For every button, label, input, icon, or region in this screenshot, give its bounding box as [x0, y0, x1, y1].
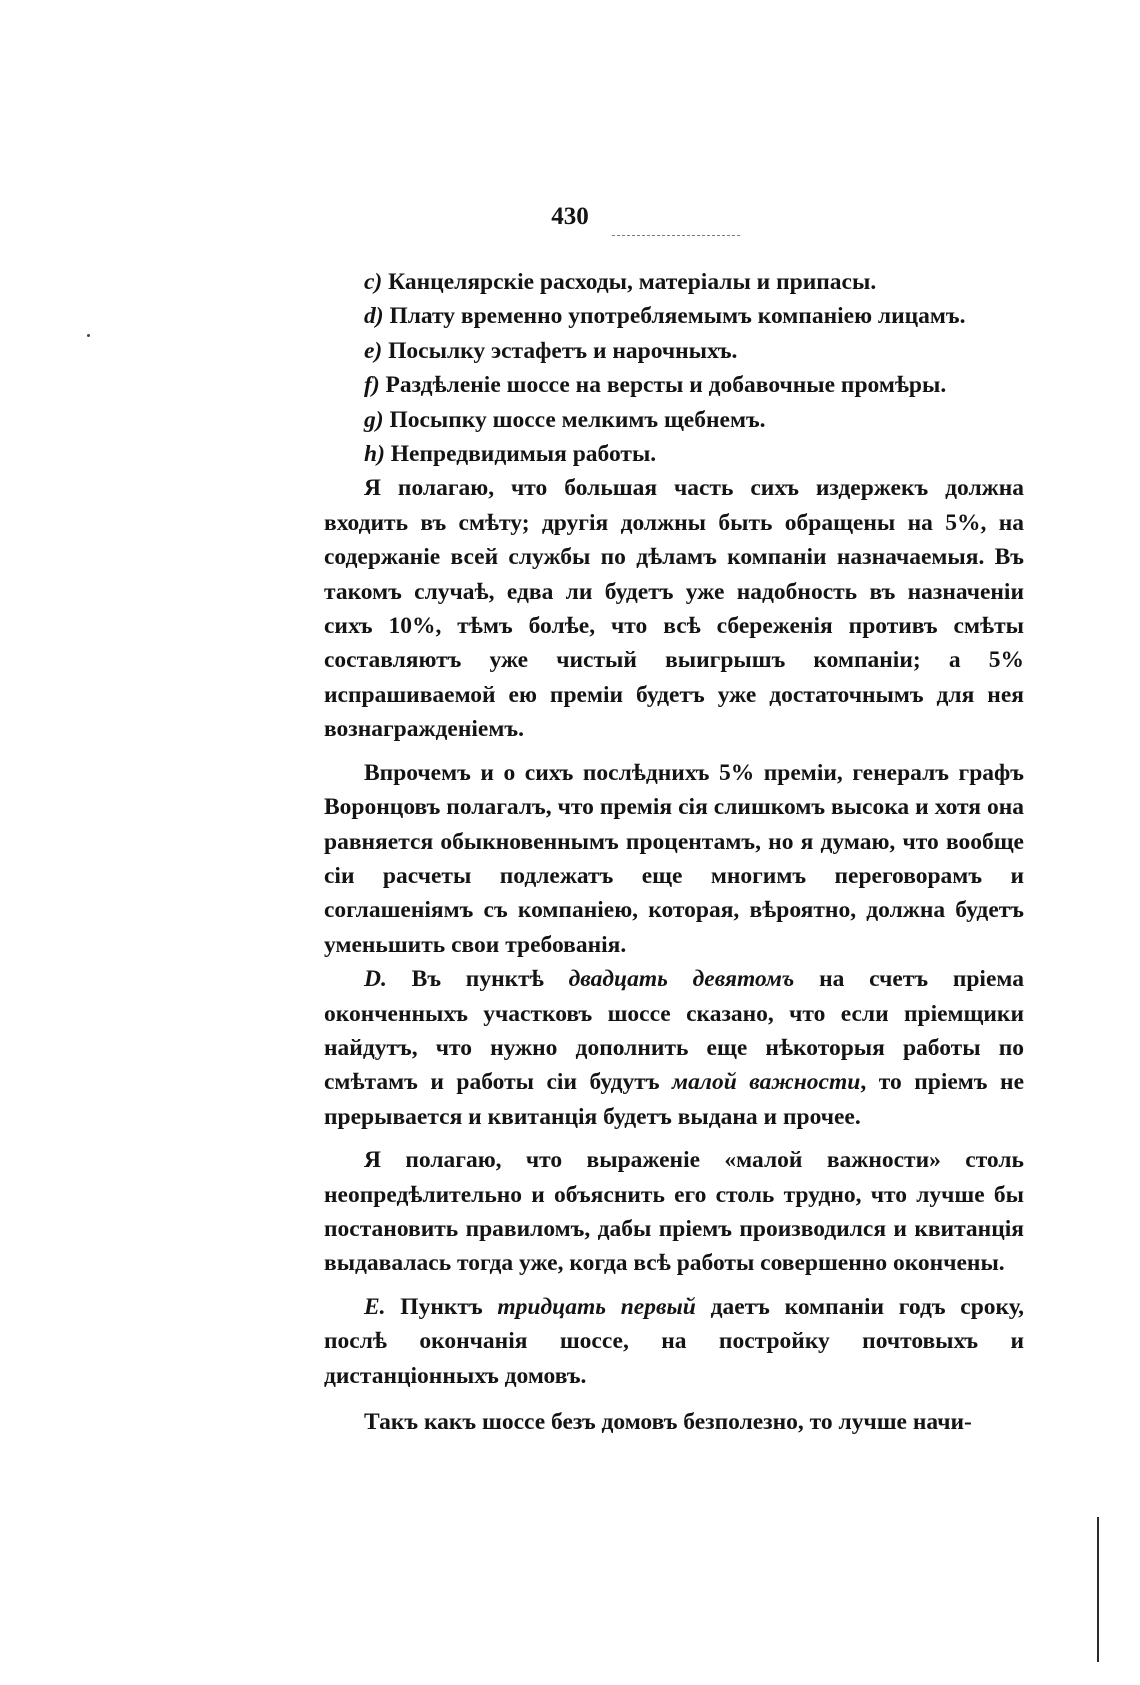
list-item-h	[324, 437, 1024, 471]
list-text: Раздѣленіе шоссе на версты и добавочные промѣры.	[385, 372, 947, 399]
list-text: Канцелярскіе расходы, матеріалы и припасы.	[388, 269, 877, 295]
list-text: Посылку эстафетъ и нарочныхъ.	[388, 337, 738, 364]
list-marker: g)	[364, 406, 384, 433]
page-number: 430	[551, 203, 589, 230]
list-item-g	[324, 403, 1024, 437]
scan-edge-line	[1097, 1517, 1099, 1662]
paragraph-5-text-2: даетъ компаніи годъ сроку, послѣ окончанія шоссе, на постройку почтовыхъ и дистанціонныхъ домовъ.	[324, 1293, 1024, 1389]
emphasis-minor-importance: малой важности	[672, 1069, 861, 1096]
page-body	[324, 265, 1024, 1439]
list-marker: d)	[364, 303, 384, 330]
list-item-d	[324, 299, 1024, 333]
list-marker: c)	[364, 269, 383, 295]
list-text: Плату временно употребляемымъ компаніею лицамъ.	[389, 303, 966, 330]
list-item-e	[324, 334, 1024, 368]
list-text: Посыпку шоссе мелкимъ щебнемъ.	[389, 406, 766, 433]
list-marker: h)	[364, 441, 385, 468]
paragraph-3-text-2: на счетъ пріема оконченныхъ участковъ шоссе сказано, что если пріемщики найдутъ, что нужно дополнить еще нѣкоторыя работы по смѣтамъ и работы сіи будутъ	[324, 966, 1024, 1096]
list-marker: e)	[364, 337, 383, 364]
paragraph-1: Я полагаю, что большая часть сихъ издержекъ должна входить въ смѣту; другія должны быть обращены на 5%, на содержаніе всей службы по дѣламъ компаніи назначаемыя. Въ такомъ случаѣ, едва ли будетъ уже надобность въ назначеніи сихъ 10%, тѣмъ болѣе, что всѣ сбереженія противъ смѣты составляютъ уже чистый выигрышъ компаніи; а 5% испрашиваемой ею преміи будетъ уже достаточнымъ для нея вознагражденіемъ.	[324, 475, 1024, 743]
page-number-rule	[612, 229, 740, 236]
paragraph-3-text-3: , то пріемъ не прерывается и квитанція будетъ выдана и прочее.	[324, 1069, 1024, 1130]
paragraph-3	[324, 962, 1024, 1134]
list-item-c	[324, 265, 1024, 299]
scan-speck	[87, 334, 90, 337]
paragraph-6: Такъ какъ шоссе безъ домовъ безполезно, то лучше начи-	[364, 1409, 972, 1435]
paragraph-4: Я полагаю, что выраженіе «малой важности» столь неопредѣлительно и объяснить его столь трудно, что лучше бы постановить правиломъ, дабы пріемъ производился и квитанція выдавалась тогда уже, когда всѣ работы совершенно окончены.	[324, 1147, 1024, 1277]
list-text: Непредвидимыя работы.	[390, 441, 657, 468]
section-letter-e: E.	[364, 1293, 386, 1320]
section-letter-d: D.	[364, 966, 387, 993]
paragraph-5	[324, 1290, 1024, 1393]
emphasis-thirty-first: тридцать первый	[497, 1293, 696, 1320]
paragraph-2: Впрочемъ и о сихъ послѣднихъ 5% преміи, генералъ графъ Воронцовъ полагалъ, что премія сія слишкомъ высока и хотя она равняется обыкновеннымъ процентамъ, но я думаю, что вообще сіи расчеты подлежатъ еще многимъ переговорамъ и соглашеніямъ съ компаніею, которая, вѣроятно, должна будетъ уменьшить свои требованія.	[324, 759, 1024, 958]
paragraph-5-text-1: Пунктъ	[385, 1293, 498, 1320]
list-marker: f)	[364, 372, 380, 399]
paragraph-3-text-1: Въ пунктѣ	[386, 966, 569, 993]
list-item-f	[324, 368, 1024, 402]
emphasis-twenty-ninth: двадцать девятомъ	[568, 966, 795, 993]
